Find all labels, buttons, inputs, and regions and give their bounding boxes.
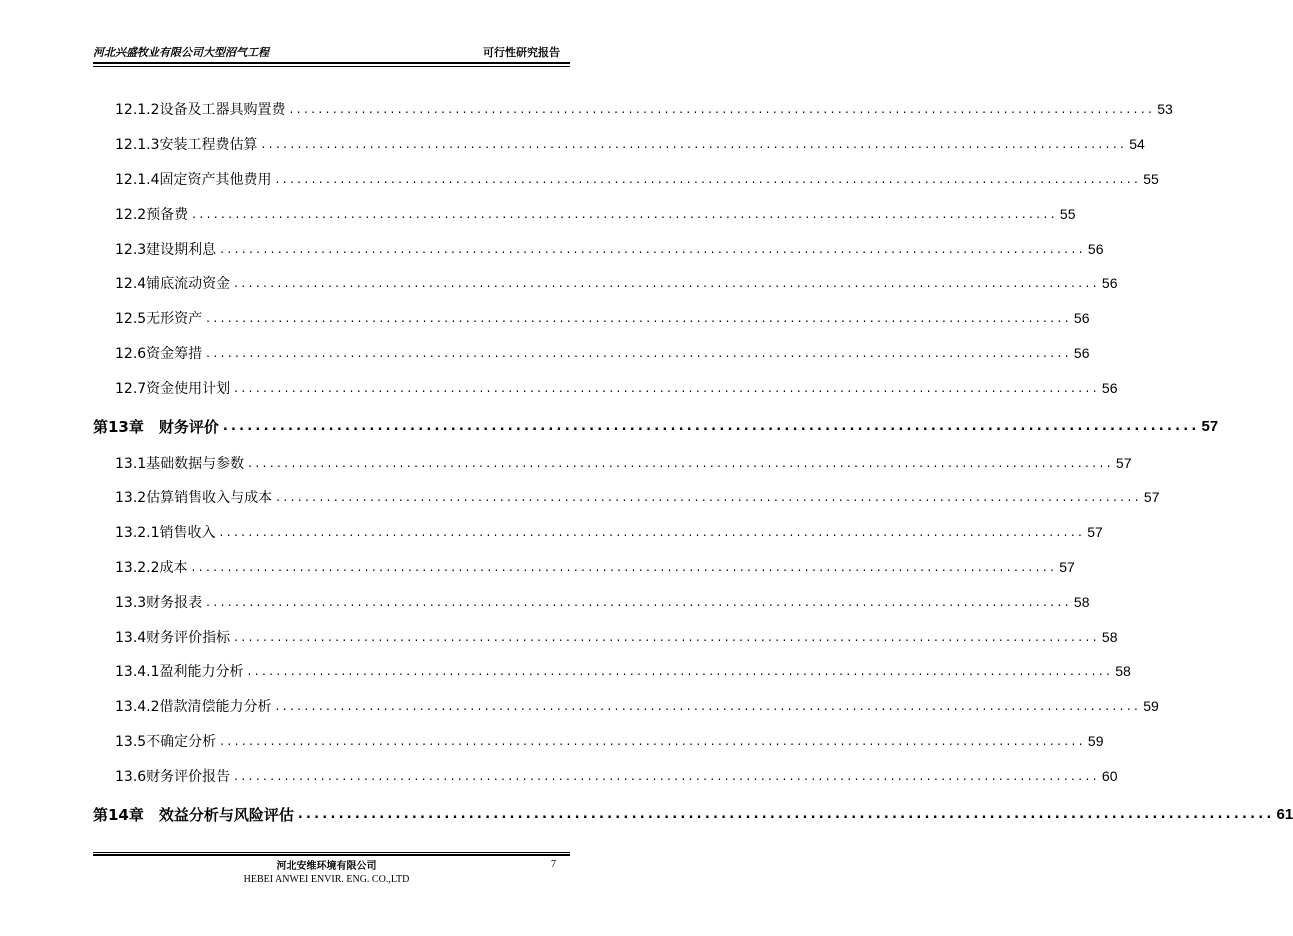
toc-entry-page: 56 [1073, 344, 1090, 361]
toc-entry-title: 12.1.2设备及工器具购置费 [115, 102, 286, 119]
toc-dot-leader: ........................................................................................................................ [275, 171, 1142, 186]
toc-section-entry[interactable] [93, 266, 1118, 301]
toc-entry-page: 57 [1143, 489, 1160, 506]
toc-entry-page: 57 [1115, 454, 1132, 471]
toc-entry-title: 12.2预备费 [115, 206, 189, 223]
toc-dot-leader: ........................................................................................................................ [191, 559, 1058, 574]
header-rule-thin [93, 66, 570, 67]
toc-section-entry[interactable] [93, 445, 1132, 480]
toc-entry-title: 12.7资金使用计划 [115, 380, 231, 397]
toc-entry-page: 58 [1073, 593, 1090, 610]
toc-entry-page: 54 [1129, 136, 1145, 153]
toc-dot-leader: ........................................................................................................................ [275, 699, 1142, 714]
toc-dot-leader: ........................................................................................................................ [206, 345, 1072, 360]
toc-entry-page: 56 [1101, 275, 1118, 292]
toc-entry-page: 56 [1073, 310, 1090, 327]
toc-dot-leader: ........................................................................................................................ [234, 768, 1100, 783]
toc-dot-leader: ........................................................................................................................ [219, 525, 1086, 540]
toc-dot-leader: ........................................................................................................................ [234, 380, 1100, 395]
toc-dot-leader: ........................................................................................................................ [192, 206, 1058, 221]
toc-entry-title: 13.4财务评价指标 [115, 629, 231, 646]
footer-company-en: HEBEI ANWEI ENVIR. ENG. CO.,LTD [243, 874, 410, 885]
toc-dot-leader: ........................................................................................................................ [234, 276, 1100, 291]
toc-entry-page: 58 [1101, 628, 1118, 645]
header-rule [93, 62, 570, 64]
toc-entry-page: 53 [1157, 101, 1173, 118]
toc-entry-title: 12.1.4固定资产其他费用 [115, 171, 272, 188]
toc-dot-leader: ........................................................................................................................ [220, 733, 1086, 748]
toc-dot-leader: ........................................................................................................................ [247, 664, 1114, 679]
footer-page-number: 7 [551, 859, 556, 870]
toc-entry-title: 13.2估算销售收入与成本 [115, 490, 273, 507]
table-of-contents [93, 92, 1293, 833]
toc-section-entry[interactable] [93, 196, 1076, 231]
toc-entry-page: 56 [1087, 240, 1104, 257]
page-header [93, 44, 570, 62]
toc-dot-leader: ........................................................................................................................ [289, 102, 1156, 117]
toc-entry-page: 58 [1115, 663, 1131, 680]
toc-section-entry[interactable] [93, 724, 1104, 759]
toc-entry-title: 12.6资金筹措 [115, 345, 203, 362]
toc-dot-leader: ........................................................................................................................ [261, 137, 1128, 152]
toc-entry-title: 13.4.1盈利能力分析 [115, 664, 244, 681]
header-project-title: 河北兴盛牧业有限公司大型沼气工程 [93, 46, 269, 59]
toc-entry-title: 13.2.2成本 [115, 559, 188, 576]
toc-entry-title: 12.4铺底流动资金 [115, 276, 231, 293]
toc-entry-page: 57 [1201, 417, 1219, 435]
toc-entry-title: 13.1基础数据与参数 [115, 455, 245, 472]
toc-dot-leader: ........................................................................................................................ [248, 455, 1114, 470]
toc-dot-leader: ........................................................................................................................ [234, 629, 1100, 644]
toc-dot-leader: ........................................................................................................................ [297, 806, 1275, 822]
toc-chapter-entry[interactable] [93, 795, 1293, 833]
toc-entry-title: 13.5不确定分析 [115, 733, 217, 750]
toc-section-entry[interactable] [93, 162, 1159, 197]
toc-entry-title: 12.3建设期利息 [115, 241, 217, 258]
toc-entry-title: 13.6财务评价报告 [115, 768, 231, 785]
toc-entry-title: 13.3财务报表 [115, 594, 203, 611]
toc-section-entry[interactable] [93, 480, 1160, 515]
toc-entry-title: 12.5无形资产 [115, 311, 203, 328]
toc-entry-page: 55 [1143, 170, 1159, 187]
toc-section-entry[interactable] [93, 127, 1145, 162]
toc-entry-title: 第14章 效益分析与风险评估 [93, 805, 294, 824]
footer-rule [93, 854, 570, 856]
toc-dot-leader: ........................................................................................................................ [276, 490, 1142, 505]
toc-section-entry[interactable] [93, 336, 1090, 371]
toc-section-entry[interactable] [93, 92, 1173, 127]
toc-entry-page: 55 [1059, 205, 1076, 222]
toc-entry-page: 57 [1087, 524, 1103, 541]
toc-entry-page: 59 [1087, 732, 1104, 749]
toc-section-entry[interactable] [93, 550, 1075, 585]
page-footer [93, 857, 570, 885]
toc-entry-title: 13.2.1销售收入 [115, 525, 216, 542]
toc-dot-leader: ........................................................................................................................ [220, 241, 1086, 256]
toc-dot-leader: ........................................................................................................................ [206, 311, 1072, 326]
toc-section-entry[interactable] [93, 301, 1090, 336]
toc-section-entry[interactable] [93, 619, 1118, 654]
toc-chapter-entry[interactable] [93, 407, 1219, 445]
toc-dot-leader: ........................................................................................................................ [206, 594, 1072, 609]
toc-section-entry[interactable] [93, 231, 1104, 266]
toc-section-entry[interactable] [93, 584, 1090, 619]
toc-entry-title: 13.4.2借款清偿能力分析 [115, 699, 272, 716]
footer-rule-thin [93, 852, 570, 853]
toc-entry-title: 12.1.3安装工程费估算 [115, 137, 258, 154]
toc-entry-page: 60 [1101, 767, 1118, 784]
toc-entry-page: 57 [1059, 558, 1075, 575]
toc-section-entry[interactable] [93, 654, 1131, 689]
toc-dot-leader: ........................................................................................................................ [222, 418, 1200, 434]
toc-entry-title: 第13章 财务评价 [93, 417, 219, 436]
toc-section-entry[interactable] [93, 515, 1103, 550]
toc-entry-page: 61 [1276, 805, 1293, 823]
toc-section-entry[interactable] [93, 758, 1118, 793]
toc-section-entry[interactable] [93, 370, 1118, 405]
header-document-type: 可行性研究报告 [483, 46, 560, 59]
footer-company-cn: 河北安维环境有限公司 [276, 861, 377, 872]
toc-entry-page: 56 [1101, 379, 1118, 396]
toc-entry-page: 59 [1143, 698, 1159, 715]
toc-section-entry[interactable] [93, 689, 1159, 724]
